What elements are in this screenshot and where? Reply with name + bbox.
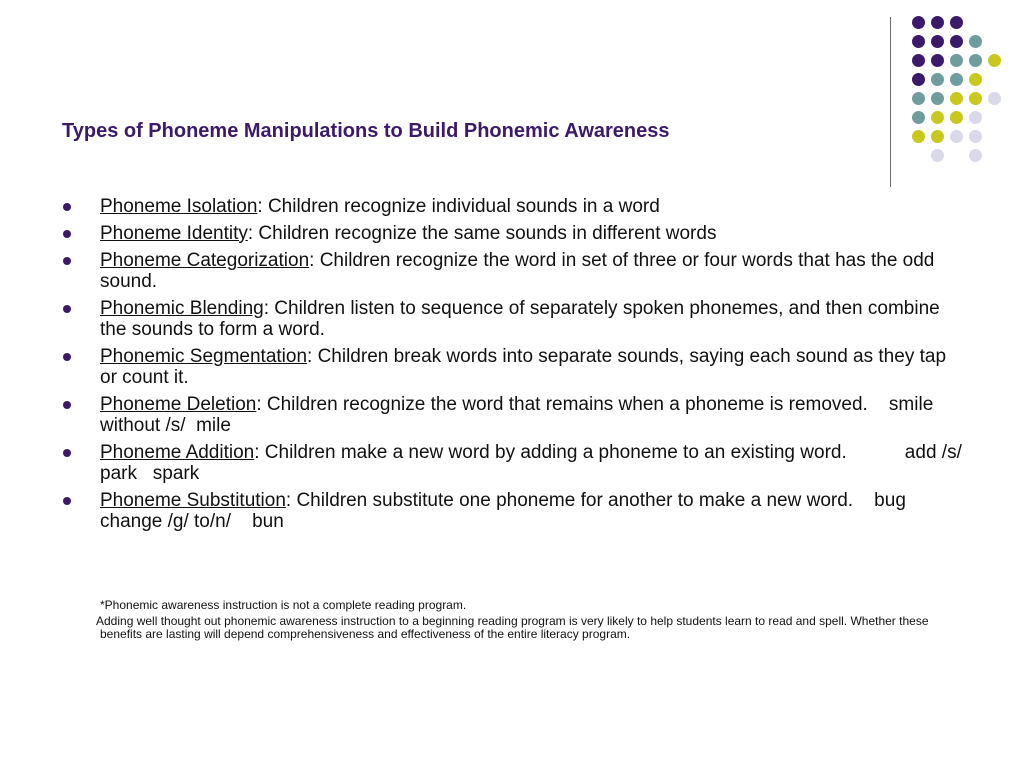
term-label: Phonemic Blending: [100, 298, 264, 319]
dot-teal-icon: [969, 54, 982, 67]
term-label: Phoneme Isolation: [100, 196, 258, 217]
dot-lavender-icon: [969, 149, 982, 162]
bullet-icon: [63, 230, 71, 238]
dot-teal-icon: [950, 54, 963, 67]
list-item: [62, 298, 967, 340]
list-item: [62, 196, 967, 217]
list-item: [62, 394, 967, 436]
dot-yellow-icon: [969, 92, 982, 105]
term-description: : Children recognize the same sounds in different words: [247, 223, 717, 244]
slide-title: Types of Phoneme Manipulations to Build Phonemic Awareness: [62, 120, 670, 142]
decorative-dot-grid: [0, 0, 1024, 200]
bullet-icon: [63, 449, 71, 457]
term-label: Phoneme Addition: [100, 442, 255, 463]
dot-lavender-icon: [950, 130, 963, 143]
bullet-icon: [63, 353, 71, 361]
footnote: *Phonemic awareness instruction is not a complete reading program.: [100, 598, 467, 612]
dot-lavender-icon: [931, 149, 944, 162]
bullet-list: [62, 196, 967, 538]
list-item: [62, 250, 967, 292]
dot-purple-icon: [912, 16, 925, 29]
term-description: : Children recognize the word that remains when a phoneme is removed. smile without /s/ mile: [100, 394, 944, 436]
vertical-divider: [890, 17, 891, 187]
term-label: Phoneme Substitution: [100, 490, 286, 511]
term-description: : Children break words into separate sounds, saying each sound as they tap or count it.: [100, 346, 947, 388]
term-description: : Children make a new word by adding a phoneme to an existing word. add /s/ park spark: [100, 442, 968, 484]
list-item: [62, 346, 967, 388]
term-description: : Children recognize the word in set of three or four words that has the odd sound.: [100, 250, 935, 292]
dot-purple-icon: [912, 54, 925, 67]
bullet-icon: [63, 203, 71, 211]
dot-yellow-icon: [988, 54, 1001, 67]
dot-teal-icon: [950, 73, 963, 86]
list-item: [62, 442, 967, 484]
dot-yellow-icon: [969, 73, 982, 86]
list-item: [62, 490, 967, 532]
list-item: [62, 223, 967, 244]
term-description: : Children listen to sequence of separately spoken phonemes, and then combine the sounds to form a word.: [100, 298, 940, 340]
dot-yellow-icon: [912, 130, 925, 143]
dot-yellow-icon: [931, 111, 944, 124]
dot-teal-icon: [931, 73, 944, 86]
bullet-icon: [63, 401, 71, 409]
dot-purple-icon: [931, 54, 944, 67]
dot-teal-icon: [931, 92, 944, 105]
dot-teal-icon: [912, 111, 925, 124]
bullet-icon: [63, 305, 71, 313]
dot-purple-icon: [912, 35, 925, 48]
term-label: Phoneme Categorization: [100, 250, 310, 271]
dot-yellow-icon: [950, 111, 963, 124]
bullet-icon: [63, 497, 71, 505]
dot-purple-icon: [912, 73, 925, 86]
dot-purple-icon: [950, 16, 963, 29]
term-description: : Children recognize individual sounds in a word: [257, 196, 660, 217]
dot-lavender-icon: [988, 92, 1001, 105]
dot-lavender-icon: [969, 111, 982, 124]
closing-paragraph: Adding well thought out phonemic awareness instruction to a beginning reading program is very likely to help students learn to read and spell. Whether these benefits are lasting will depend comprehensiveness and effectiveness of the entire literacy program.: [96, 614, 929, 641]
dot-teal-icon: [912, 92, 925, 105]
bullet-icon: [63, 257, 71, 265]
dot-purple-icon: [931, 35, 944, 48]
term-label: Phonemic Segmentation: [100, 346, 308, 367]
dot-lavender-icon: [969, 130, 982, 143]
dot-yellow-icon: [950, 92, 963, 105]
dot-purple-icon: [950, 35, 963, 48]
term-label: Phoneme Identity: [100, 223, 248, 244]
term-label: Phoneme Deletion: [100, 394, 257, 415]
term-description: : Children substitute one phoneme for another to make a new word. bug change /g/ to/n/ bun: [100, 490, 928, 532]
dot-yellow-icon: [931, 130, 944, 143]
dot-teal-icon: [969, 35, 982, 48]
dot-purple-icon: [931, 16, 944, 29]
